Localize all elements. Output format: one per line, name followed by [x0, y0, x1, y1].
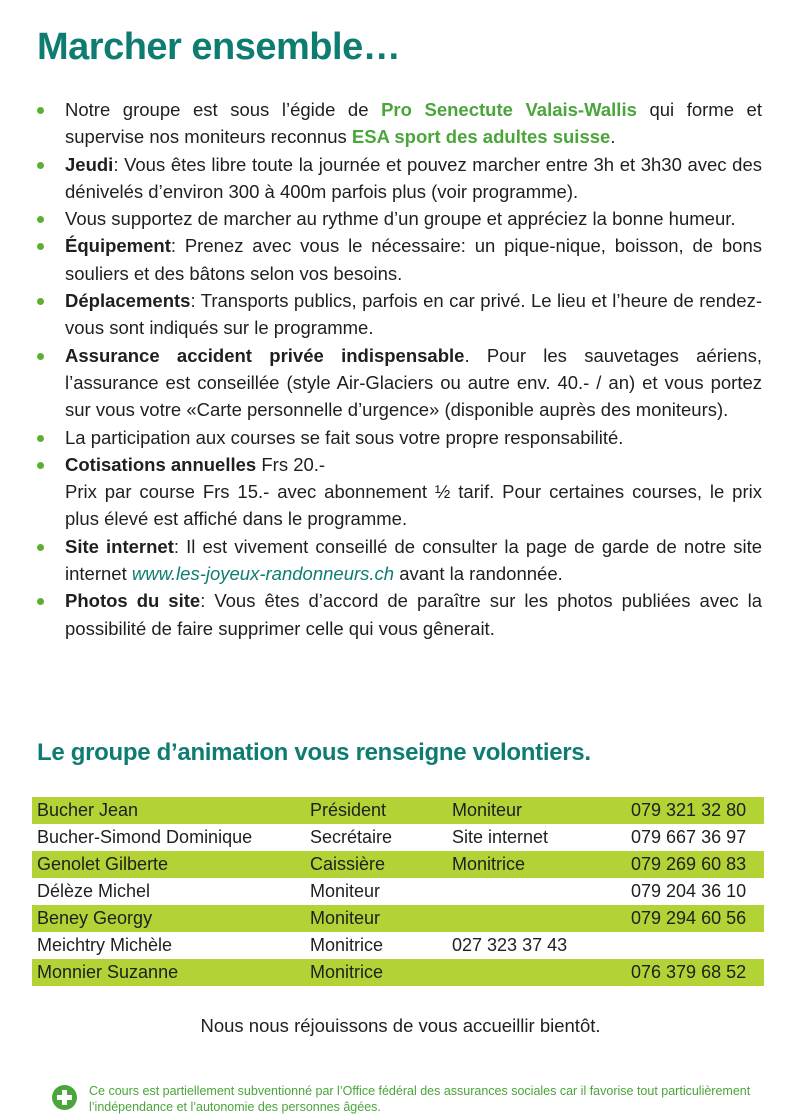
bullet-jeudi: Jeudi: Vous êtes libre toute la journée et pouvez marcher entre 3h et 3h30 avec des dénivelés d’environ 300 à 400m parfois plus (voir programme). — [37, 151, 762, 206]
bullet-dot-icon — [37, 162, 44, 169]
table-row — [32, 905, 764, 932]
contact-phone: 079 321 32 80 — [626, 797, 764, 824]
contact-name: Bucher-Simond Dominique — [37, 827, 253, 847]
bullet-site-internet: Site internet: Il est vivement conseillé de consulter la page de garde de notre site internet www.les-joyeux-randonneurs.ch avant la randonnée. — [37, 533, 762, 588]
plus-circle-icon — [52, 1085, 77, 1110]
contact-extra: Monitrice — [447, 851, 626, 878]
contact-extra: Site internet — [452, 827, 549, 847]
contact-phone: 079 667 36 97 — [631, 827, 747, 847]
bullet-dot-icon — [37, 462, 44, 469]
table-row — [32, 878, 764, 905]
contact-phone: 079 294 60 56 — [626, 905, 764, 932]
contact-role: Monitrice — [310, 935, 384, 955]
esa-name: ESA sport des adultes suisse — [351, 126, 611, 148]
contact-role: Secrétaire — [310, 827, 393, 847]
contact-extra: 027 323 37 43 — [452, 935, 568, 955]
bullet-dot-icon — [37, 243, 44, 250]
org-name: Pro Senectute Valais-Wallis — [381, 99, 637, 120]
info-bullet-list — [37, 96, 762, 642]
contact-name: Beney Georgy — [32, 905, 305, 932]
contact-extra — [447, 959, 626, 986]
contact-role: Monitrice — [305, 959, 447, 986]
footer-note: Ce cours est partiellement subventionné par l’Office fédéral des assurances sociales car il favorise tout particulièrement l’indépendance et l’autonomie des personnes âgées. — [89, 1084, 751, 1114]
contact-role: Caissière — [305, 851, 447, 878]
table-row — [32, 851, 764, 878]
bullet-cotisations: Cotisations annuelles Frs 20.- Prix par course Frs 15.- avec abonnement ½ tarif. Pour certaines courses, le prix plus élevé est affiché dans le programme. — [37, 451, 762, 533]
bullet-deplacements: Déplacements: Transports publics, parfois en car privé. Le lieu et l’heure de rendez-vous sont indiqués sur le programme. — [37, 287, 762, 342]
bullet-dot-icon — [37, 544, 44, 551]
bullet-dot-icon — [37, 598, 44, 605]
contact-name: Délèze Michel — [37, 881, 151, 901]
bullet-dot-icon — [37, 298, 44, 305]
contact-name: Monnier Suzanne — [32, 959, 305, 986]
contact-phone: 079 204 36 10 — [631, 881, 747, 901]
contact-extra — [447, 905, 626, 932]
contact-role: Président — [305, 797, 447, 824]
contact-extra — [447, 878, 626, 905]
contact-name: Genolet Gilberte — [32, 851, 305, 878]
bullet-rythme: Vous supportez de marcher au rythme d’un groupe et appréciez la bonne humeur. — [37, 205, 762, 232]
contact-role: Moniteur — [305, 905, 447, 932]
contact-phone: 079 269 60 83 — [626, 851, 764, 878]
bullet-dot-icon — [37, 107, 44, 114]
bullet-equipement: Équipement: Prenez avec vous le nécessaire: un pique-nique, boisson, de bons souliers et des bâtons selon vos besoins. — [37, 232, 762, 287]
contacts-table — [32, 797, 764, 986]
bullet-dot-icon — [37, 353, 44, 360]
contact-extra: Moniteur — [447, 797, 626, 824]
website-link[interactable]: www.les-joyeux-randonneurs.ch — [131, 563, 395, 585]
page-title: Marcher ensemble… — [37, 26, 401, 68]
bullet-dot-icon — [37, 435, 44, 442]
bullet-photos: Photos du site: Vous êtes d’accord de paraître sur les photos publiées avec la possibilité de faire supprimer celle qui vous gênerait. — [37, 587, 762, 642]
contact-name: Bucher Jean — [32, 797, 305, 824]
bullet-dot-icon — [37, 216, 44, 223]
closing-message: Nous nous réjouissons de vous accueillir bientôt. — [200, 1015, 601, 1036]
table-row — [32, 797, 764, 824]
table-row — [32, 959, 764, 986]
contact-phone — [626, 932, 764, 959]
contact-role: Moniteur — [310, 881, 381, 901]
contact-phone: 076 379 68 52 — [626, 959, 764, 986]
table-row — [32, 824, 764, 851]
bullet-assurance: Assurance accident privée indispensable. Pour les sauvetages aériens, l’assurance est conseillée (style Air-Glaciers ou autre env. 40.- / an) et vous portez sur vous votre «Carte personnelle d’urgence» (disponible auprès des moniteurs). — [37, 342, 762, 424]
contacts-heading: Le groupe d’animation vous renseigne volontiers. — [37, 739, 591, 766]
bullet-participation: La participation aux courses se fait sous votre propre responsabilité. — [37, 424, 762, 451]
table-row — [32, 932, 764, 959]
contact-name: Meichtry Michèle — [37, 935, 173, 955]
bullet-pro-senectute: Notre groupe est sous l’égide de Pro Senectute Valais-Wallis qui forme et supervise nos moniteurs reconnus ESA sport des adultes suisse. — [37, 96, 762, 151]
